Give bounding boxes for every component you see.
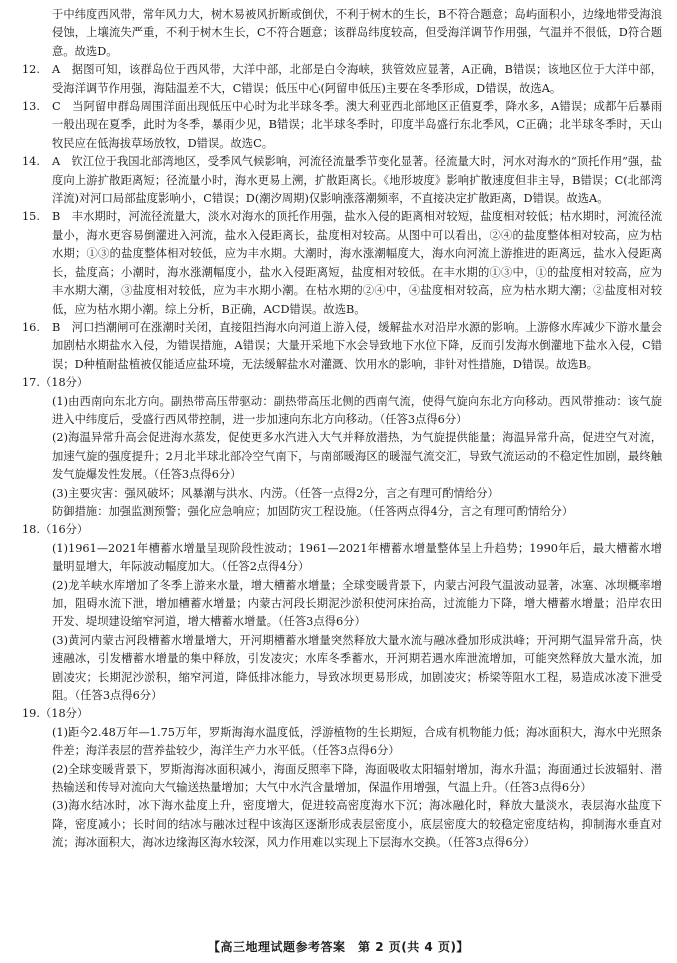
- answer-text: A 钦江位于我国北部湾地区，受季风气候影响，河流径流量季节变化显著。径流量大时，河水对海水的“顶托作用”强，盐度向上游扩散距离短；径流量小时，海水更易上溯，扩散距离长。《地形坡度》影响扩散速度但非主导，B错误；C(北部湾洋流)对河口局部盐度影响小，C错误；D(潮汐周期)仅影响涨落潮频率，不直接决定扩散距离，D错误。故选A。: [52, 155, 662, 206]
- page-footer: 【高三地理试题参考答案 第 2 页(共 4 页)】: [208, 940, 469, 954]
- q17-part1: (1)由西南向东北方向。副热带高压带驱动：副热带高压北侧的西南气流，使得气旋向东北方向移动。西风带推动：该气旋进入中纬度后，受盛行西风带控制，进一步加速向东北方向移动。（任答3点得6分）: [52, 394, 662, 426]
- question-number: 13.: [22, 100, 40, 114]
- answer-13: [22, 98, 662, 153]
- q17-part3b: 防御措施：加强监测预警；强化应急响应；加固防灾工程设施。（任答两点得4分，言之有理可酌情给分）: [52, 504, 574, 518]
- answer-16: [22, 319, 662, 374]
- answer-text: A 据图可知，该群岛位于西风带，大洋中部，北部是白令海峡，狭管效应显著，A正确，B错误；该地区位于大洋中部，受海洋调节作用强，海陆温差不大，C错误；低压中心(阿留申低压)主要在冬季形成，D错误，故选A。: [52, 63, 662, 95]
- answer-15: [22, 208, 662, 318]
- q17-part2: (2)海温异常升高会促进海水蒸发，促使更多水汽进入大气并释放潜热，为气旋提供能量；海温异常升高，促进空气对流，加速气旋的强度提升；2月北半球北部冷空气南下，与南部暖海区的暖湿气流交汇，导致气流运动的不稳定性加剧，最终触发气旋爆发性发展。（任答3点得6分）: [52, 431, 662, 482]
- question-number: 15.: [22, 210, 40, 224]
- q19-part2: (2)全球变暖背景下，罗斯海海冰面积减小，海面反照率下降，海面吸收太阳辐射增加，海水升温；海面通过长波辐射、潜热输送和传导对流向大气输送热量增加；大气中水汽含量增加，保温作用增强，气温上升。（任答3点得6分）: [52, 762, 662, 795]
- q19-heading: 19.（18分）: [22, 707, 89, 721]
- answer-12: [22, 61, 662, 98]
- q18-heading: 18.（16分）: [22, 523, 89, 537]
- answer-text: B 河口挡潮闸可在涨潮时关闭，直接阻挡海水向河道上游入侵，缓解盐水对沿岸水源的影响。上游修水库减少下游水量会加剧枯水期盐水入侵，为错误措施，A错误；大量开采地下水会导致地下水位下降，反而引发海水倒灌地下盐水入侵，C错误；D种植耐盐植被仅能适应盐环境，无法缓解盐水对灌溉、饮用水的影响，非针对性措施，D错误。故选B。: [52, 320, 662, 371]
- answer-14: [22, 153, 662, 208]
- q18-part1: (1)1961—2021年槽蓄水增量呈现阶段性波动；1961—2021年槽蓄水增量整体呈上升趋势；1990年后，最大槽蓄水增量明显增大，年际波动幅度加大。（任答2点得4分）: [52, 541, 662, 574]
- q18-part2: (2)龙羊峡水库增加了冬季上游来水量，增大槽蓄水增量；全球变暖背景下，内蒙古河段气温波动显著，冰塞、冰坝概率增加，阻碍水流下泄，增加槽蓄水增量；内蒙古河段长期泥沙淤积使河床抬高，过流能力下降，增大槽蓄水增量；沿岸农田开发、堤坝建设缩窄河道，增大槽蓄水增量。（任答3点得6分）: [52, 578, 662, 629]
- answer-text: C 当阿留申群岛周围洋面出现低压中心时为北半球冬季。澳大利亚西北部地区正值夏季，降水多，A错误；成都午后暴雨一般出现在夏季，此时为冬季，暴雨少见，B错误；北半球冬季时，印度半岛盛行东北季风，C正确；北半球冬季时，天山牧民应在低海拔草场放牧，D错误。故选C。: [52, 100, 662, 150]
- question-number: 12.: [22, 63, 40, 77]
- question-number: 16.: [22, 320, 40, 334]
- answer-page: [22, 6, 662, 853]
- q17-part3a: (3)主要灾害：强风破坏；风暴潮与洪水、内涝。（任答一点得2分，言之有理可酌情给分）: [52, 486, 499, 500]
- q18-part3: (3)黄河内蒙古河段槽蓄水增量增大，开河期槽蓄水增量突然释放大量水流与融冰叠加形成洪峰；开河期气温异常升高，快速融冰，引发槽蓄水增量的集中释放，引发凌灾；水库冬季蓄水，开河期若遇水库泄流增加，可能突然释放大量水流，加剧凌灾；长期泥沙淤积，缩窄河道，降低排冰能力，导致冰坝更易形成，加剧凌灾；桥梁等阻水工程，易造成冰凌下泄受阻。（任答3点得6分）: [52, 633, 662, 703]
- q19-part3: (3)海水结冰时，冰下海水盐度上升，密度增大，促进较高密度海水下沉；海冰融化时，释放大量淡水，表层海水盐度下降，密度减小；长时间的结冰与融冰过程中该海区逐渐形成表层密度小，底层密度大的较稳定密度结构，抑制海水垂直对流；海冰面积大，海冰边缘海区海水较深，风力作用难以实现上下层海水交换。（任答3点得6分）: [52, 799, 662, 850]
- answer-text: B 丰水期时，河流径流量大，淡水对海水的顶托作用强，盐水入侵的距离相对较短，盐度相对较低；枯水期时，河流径流量小，海水更容易倒灌进入河流，盐水入侵距离长，盐度相对较高。从图中可以看出，②④的盐度整体相对较高，应为枯水期；①③的盐度整体相对较低，应为丰水期。大潮时，海水涨潮幅度大，海水向河流上游推进的距离远，盐水入侵距离长，盐度高；小潮时，海水涨潮幅度小，盐水入侵距离短，盐度相对较低。在丰水期的①③中，①的盐度相对较高，应为丰水期大潮，③盐度相对较低，应为丰水期小潮。在枯水期的②④中，④盐度相对较高，应为枯水期大潮；②盐度相对较低，应为枯水期小潮。综上分析，B正确，ACD错误。故选B。: [52, 210, 662, 316]
- q11-continuation: 于中纬度西风带，常年风力大，树木易被风折断或倒伏，不利于树木的生长，B不符合题意；岛屿面积小，边缘地带受海浪侵蚀，上壤流失严重，不利于树木生长，C不符合题意；该群岛纬度较高，但受海洋调节作用强，气温并不很低，D符合题意。故选D。: [52, 8, 662, 58]
- q19-part1: (1)距今2.48万年—1.75万年，罗斯海海水温度低，浮游植物的生长期短，合成有机物能力低；海冰面积大，海水中光照条件差；海洋表层的营养盐较少，海洋生产力水平低。（任答3点得6分）: [52, 725, 662, 758]
- question-number: 14.: [22, 155, 40, 169]
- q17-heading: 17.（18分）: [22, 376, 89, 390]
